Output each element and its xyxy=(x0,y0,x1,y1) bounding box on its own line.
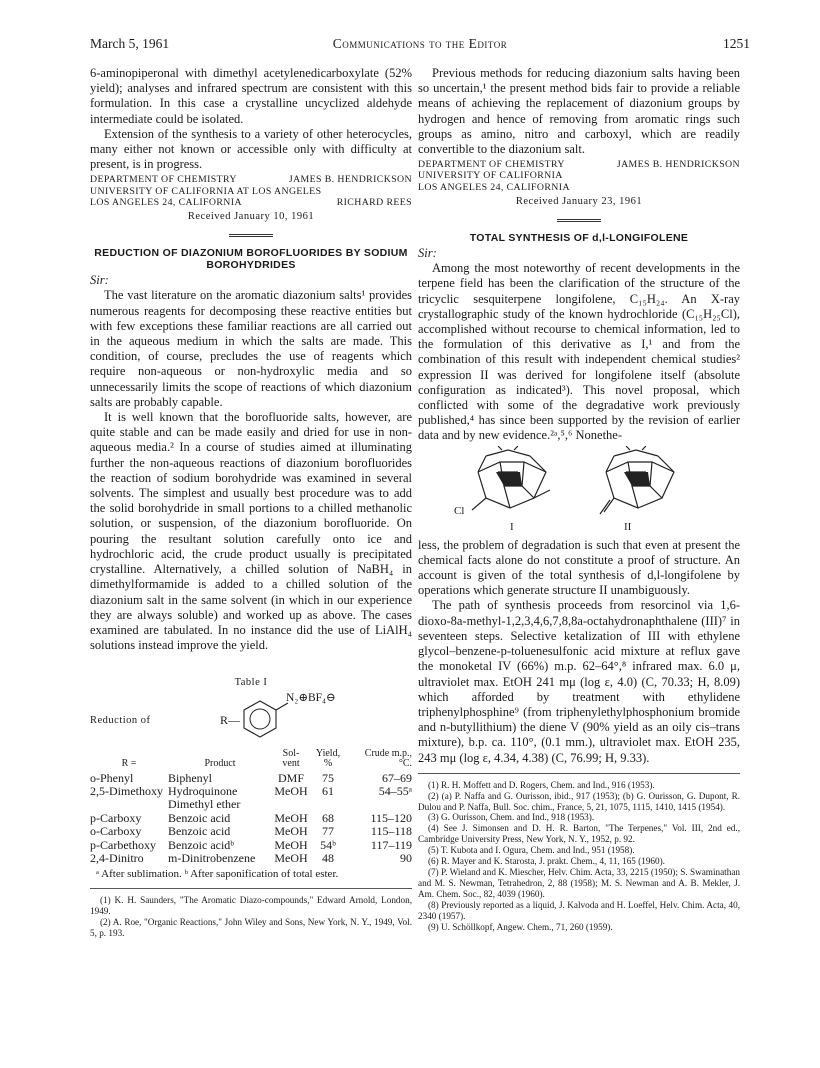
salutation: Sir: xyxy=(90,273,109,288)
results-table xyxy=(90,749,412,866)
col-header: Yield, % xyxy=(315,747,341,770)
header-page-number: 1251 xyxy=(723,36,750,51)
table-cell: MeOH xyxy=(274,810,308,825)
table-cell: Hydroquinone xyxy=(168,783,238,798)
table-cell: Dimethyl ether xyxy=(168,797,241,812)
body-paragraph: It is well known that the borofluoride salts, however, are quite stable and can be made easily and dried for use in non-aqueous media.² In a course of studies aimed at illuminating further the non-aqueous reactions of diazonium borofluorides the reaction of sodium borohydride was examined in several solvents. The simplest and usually best procedure was to add the solid borohydride in small portions to a chilled methanolic solution, or suspension, of the diazonium borofluoride. On pouring the resultant solution carefully onto ice and hydrochloric acid, the crude product usually is precipitated crystalline. Alternatively, a chilled solution of NaBH₄ in dimethylformamide is added to a chilled solution of the diazonium salt in the same solvent (in which in our experience they are always soluble) and worked up as above. The cases examined are tabulated. In no instance did the use of LiAlH₄ solutions instead improve the yield. xyxy=(90,410,412,653)
table-cell xyxy=(310,798,346,811)
table-row xyxy=(90,852,412,865)
footnote-item: (4) See J. Simonsen and D. H. R. Barton, "The Terpenes," Vol. III, 2nd ed., Cambridge University Press, New York, N. Y., 1952, p. 92. xyxy=(418,823,740,845)
affiliation-city: LOS ANGELES 24, CALIFORNIA xyxy=(90,196,242,208)
structure-r-label: R— xyxy=(220,712,241,727)
table-heading-structure xyxy=(90,691,412,749)
structure-diazonium-label: N₂⊕BF₄⊖ xyxy=(286,691,336,704)
table-cell: 2,4-Dinitro xyxy=(90,850,144,865)
section-divider xyxy=(557,219,601,222)
footnote-item: (2) (a) P. Naffa and G. Ourisson, ibid., 917 (1953); (b) G. Ourisson, G. Dupont, R. Dulou and P. Naffa, Bull. Soc. chim., France, 5, 21, 1075, 1115, 1410, 1415 (1954). xyxy=(418,790,740,812)
article-title: REDUCTION OF DIAZONIUM BOROFLUORIDES BY SODIUM BOROHYDRIDES xyxy=(94,247,408,272)
col-header: Crude m.p., °C. xyxy=(364,747,412,770)
structure-ii-label: II xyxy=(624,520,632,533)
structure-i-drawing xyxy=(458,446,568,526)
body-paragraph: The vast literature on the aromatic diazonium salts¹ provides numerous reagents for decomposing these reactive entities but with few exceptions these familiar reactions are all carried out in the aqueous medium in which the salts are made. This condition, of course, precludes the use of reagents which require non-aqueous or non-hydroxylic media and so unnecessarily limits the scope of reactions of which diazonium salts are probably capable. xyxy=(90,288,412,409)
footnotes xyxy=(418,780,740,933)
table-row xyxy=(90,772,412,785)
table-cell: Benzoic acid xyxy=(168,810,231,825)
structure-ii-drawing xyxy=(586,446,696,526)
table-cell: 68 xyxy=(322,810,334,825)
table-cell: p-Carbethoxy xyxy=(90,837,156,852)
footnote-item: (1) K. H. Saunders, "The Aromatic Diazo-compounds," Edward Arnold, London, 1949. xyxy=(90,895,412,917)
table-cell: MeOH xyxy=(274,850,308,865)
table-cell: 115–118 xyxy=(370,824,412,839)
table-header-row xyxy=(90,749,412,772)
table-row xyxy=(90,812,412,825)
table-cell: MeOH xyxy=(274,824,308,839)
affiliation-dept: DEPARTMENT OF CHEMISTRY xyxy=(90,174,237,186)
header-journal: Communications to the Editor xyxy=(332,36,508,51)
footnote-rule xyxy=(418,773,740,774)
affiliation-city: LOS ANGELES 24, CALIFORNIA xyxy=(418,181,570,193)
salutation: Sir: xyxy=(418,246,437,261)
col-header: R = xyxy=(121,758,137,770)
table-cell xyxy=(272,798,310,811)
affiliation-block-2 xyxy=(418,159,740,193)
table-cell: MeOH xyxy=(274,837,308,852)
footnote-item: (9) U. Schöllkopf, Angew. Chem., 71, 260 (1959). xyxy=(428,921,613,932)
affiliation-block-1 xyxy=(90,174,412,208)
footnote-item: (5) T. Kubota and I. Ogura, Chem. and Ind., 951 (1958). xyxy=(428,845,635,856)
table-cell: 67–69 xyxy=(382,770,412,785)
table-cell: o-Carboxy xyxy=(90,824,142,839)
right-column xyxy=(418,66,740,932)
left-column xyxy=(90,66,412,939)
table-cell: DMF xyxy=(277,770,304,785)
table-cell: o-Phenyl xyxy=(90,770,134,785)
footnote-item: (7) P. Wieland and K. Miescher, Helv. Chim. Acta, 33, 2215 (1950); S. Swaminathan and M. S. Newman, Tetrahedron, 2, 88 (1958); M. S. Newman and A. B. Mekler, J. Am. Chem. Soc., 82, 4039 (1960). xyxy=(418,866,740,899)
table-cell: 77 xyxy=(322,824,334,839)
table-cell: 75 xyxy=(322,770,334,785)
affiliation-author: JAMES B. HENDRICKSON xyxy=(288,174,412,186)
table-cell xyxy=(90,798,168,811)
col-header: Sol- vent xyxy=(282,747,300,770)
footnote-rule xyxy=(90,888,412,889)
table-cell: 54–55ᵃ xyxy=(378,783,412,798)
footnote-item: (8) Previously reported as a liquid, J. Kalvoda and H. Loeffel, Helv. Chim. Acta, 40, 2340 (1957). xyxy=(418,899,740,921)
body-paragraph: The path of synthesis proceeds from resorcinol via 1,6-dioxo-8a-methyl-1,2,3,4,6,7,8,8a-octahydronaphthalene (III)⁷ in seventeen steps. Selective ketalization of III with ethylene glycol–benzene-p-toluenesulfonic acid mixture at reflux gave the monoketal IV (66%) m.p. 62–64°,⁸ infrared max. 6.0 μ, ultraviolet max. EtOH 241 mμ (log ε, 4.0) (C, 70.33; H, 8.09) which afforded by treatment with ethylidene triphenylphosphine⁹ (from triphenylethylphosphonium bromide and n-butyllithium) the diene V (90% yield as an oily cis–trans mixture), b.p. ca. 110°, (0.1 mm.), ultraviolet max. EtOH 235, 243 mμ (log ε, 4.34, 4.38) (C, 76.99; H, 9.33). xyxy=(418,598,740,765)
table-cell: 117–119 xyxy=(370,837,412,852)
section-divider xyxy=(229,234,273,237)
table-cell: Benzoic acid xyxy=(168,824,231,839)
col-header: Product xyxy=(204,758,236,770)
structure-figure xyxy=(418,444,740,538)
table-cell: 90 xyxy=(400,850,412,865)
continued-paragraph: 6-aminopiperonal with dimethyl acetylenedicarboxylate (52% yield); analyses and infrared spectrum are consistent with this formulation. In this case a crystalline uncyclized aldehyde intermediate could be isolated. xyxy=(90,66,412,126)
footnote-item: (3) G. Ourisson, Chem. and Ind., 918 (1953). xyxy=(428,812,595,823)
body-paragraph: Among the most noteworthy of recent developments in the terpene field has been the clarification of the structure of the tricyclic sesquiterpene longifolene, C₁₅H₂₄. An X-ray crystallographic study of the known hydrochloride (C₁₅H₂₅Cl), accomplished without recourse to chemical information, led to the formulation of this derivative as I,¹ and from the combination of this result with independent chemical studies² expression II was derived for longifolene itself (absolute configuration as indicated³). This novel proposal, which conflicted with some of the degradative work previously published,⁴ has since been supported by the revision of earlier data and by new evidence.²ᵃ,⁵,⁶ Nonethe- xyxy=(418,261,740,443)
table-cell: 54ᵇ xyxy=(320,837,336,852)
footnote-item: (2) A. Roe, "Organic Reactions," John Wiley and Sons, New York, N. Y., 1949, Vol. 5, p. 193. xyxy=(90,917,412,939)
footnotes xyxy=(90,895,412,939)
table-caption: Table I xyxy=(234,677,268,689)
extension-paragraph: Extension of the synthesis to a variety of other heterocycles, many either not known or accessible only with difficulty at present, is in progress. xyxy=(90,126,412,172)
affiliation-author: RICHARD REES xyxy=(336,196,412,208)
affiliation-author: JAMES B. HENDRICKSON xyxy=(616,159,740,171)
table-row xyxy=(90,798,412,811)
table-cell: 2,5-Dimethoxy xyxy=(90,783,163,798)
affiliation-university: UNIVERSITY OF CALIFORNIA AT LOS ANGELES xyxy=(90,185,322,197)
affiliation-dept: DEPARTMENT OF CHEMISTRY xyxy=(418,159,565,171)
table-cell: 61 xyxy=(322,783,334,798)
table-cell xyxy=(346,798,412,811)
table-cell: 48 xyxy=(322,850,334,865)
table-footnote: ᵃ After sublimation. ᵇ After saponification of total ester. xyxy=(96,868,339,881)
table-row xyxy=(90,839,412,852)
table-cell: m-Dinitrobenzene xyxy=(168,850,256,865)
footnote-item: (1) R. H. Moffett and D. Rogers, Chem. and Ind., 916 (1953). xyxy=(428,779,655,790)
table-row xyxy=(90,825,412,838)
article-title: TOTAL SYNTHESIS OF d,l-LONGIFOLENE xyxy=(469,232,689,245)
received-date: Received January 23, 1961 xyxy=(515,195,643,207)
structure-i-cl-label: Cl xyxy=(454,504,465,517)
structure-i-label: I xyxy=(510,520,514,533)
body-paragraph: less, the problem of degradation is such that even at present the chemical facts alone do not constitute a proof of structure. An account is given of the total synthesis of d,l-longifolene by operations which generate structure II unambiguously. xyxy=(418,537,740,598)
table-heading: Reduction of xyxy=(90,714,151,726)
table-cell: p-Carboxy xyxy=(90,810,142,825)
footnote-item: (6) R. Mayer and K. Starosta, J. prakt. Chem., 4, 11, 165 (1960). xyxy=(428,856,665,867)
table-cell: Benzoic acidᵇ xyxy=(168,837,235,852)
table-cell: MeOH xyxy=(274,783,308,798)
table-cell: Biphenyl xyxy=(168,770,212,785)
header-date: March 5, 1961 xyxy=(90,36,170,51)
received-date: Received January 10, 1961 xyxy=(187,211,315,223)
affiliation-university: UNIVERSITY OF CALIFORNIA xyxy=(418,170,563,182)
body-paragraph: Previous methods for reducing diazonium salts having been so uncertain,¹ the present method bids fair to provide a reliable means of achieving the replacement of diazonium groups by hydrogen and hence of removing from aromatic rings such groups as amino, nitro and carboxyl, which are readily convertible to the diazonium salt. xyxy=(418,66,740,157)
table-row xyxy=(90,785,412,798)
table-cell: 115–120 xyxy=(370,810,412,825)
